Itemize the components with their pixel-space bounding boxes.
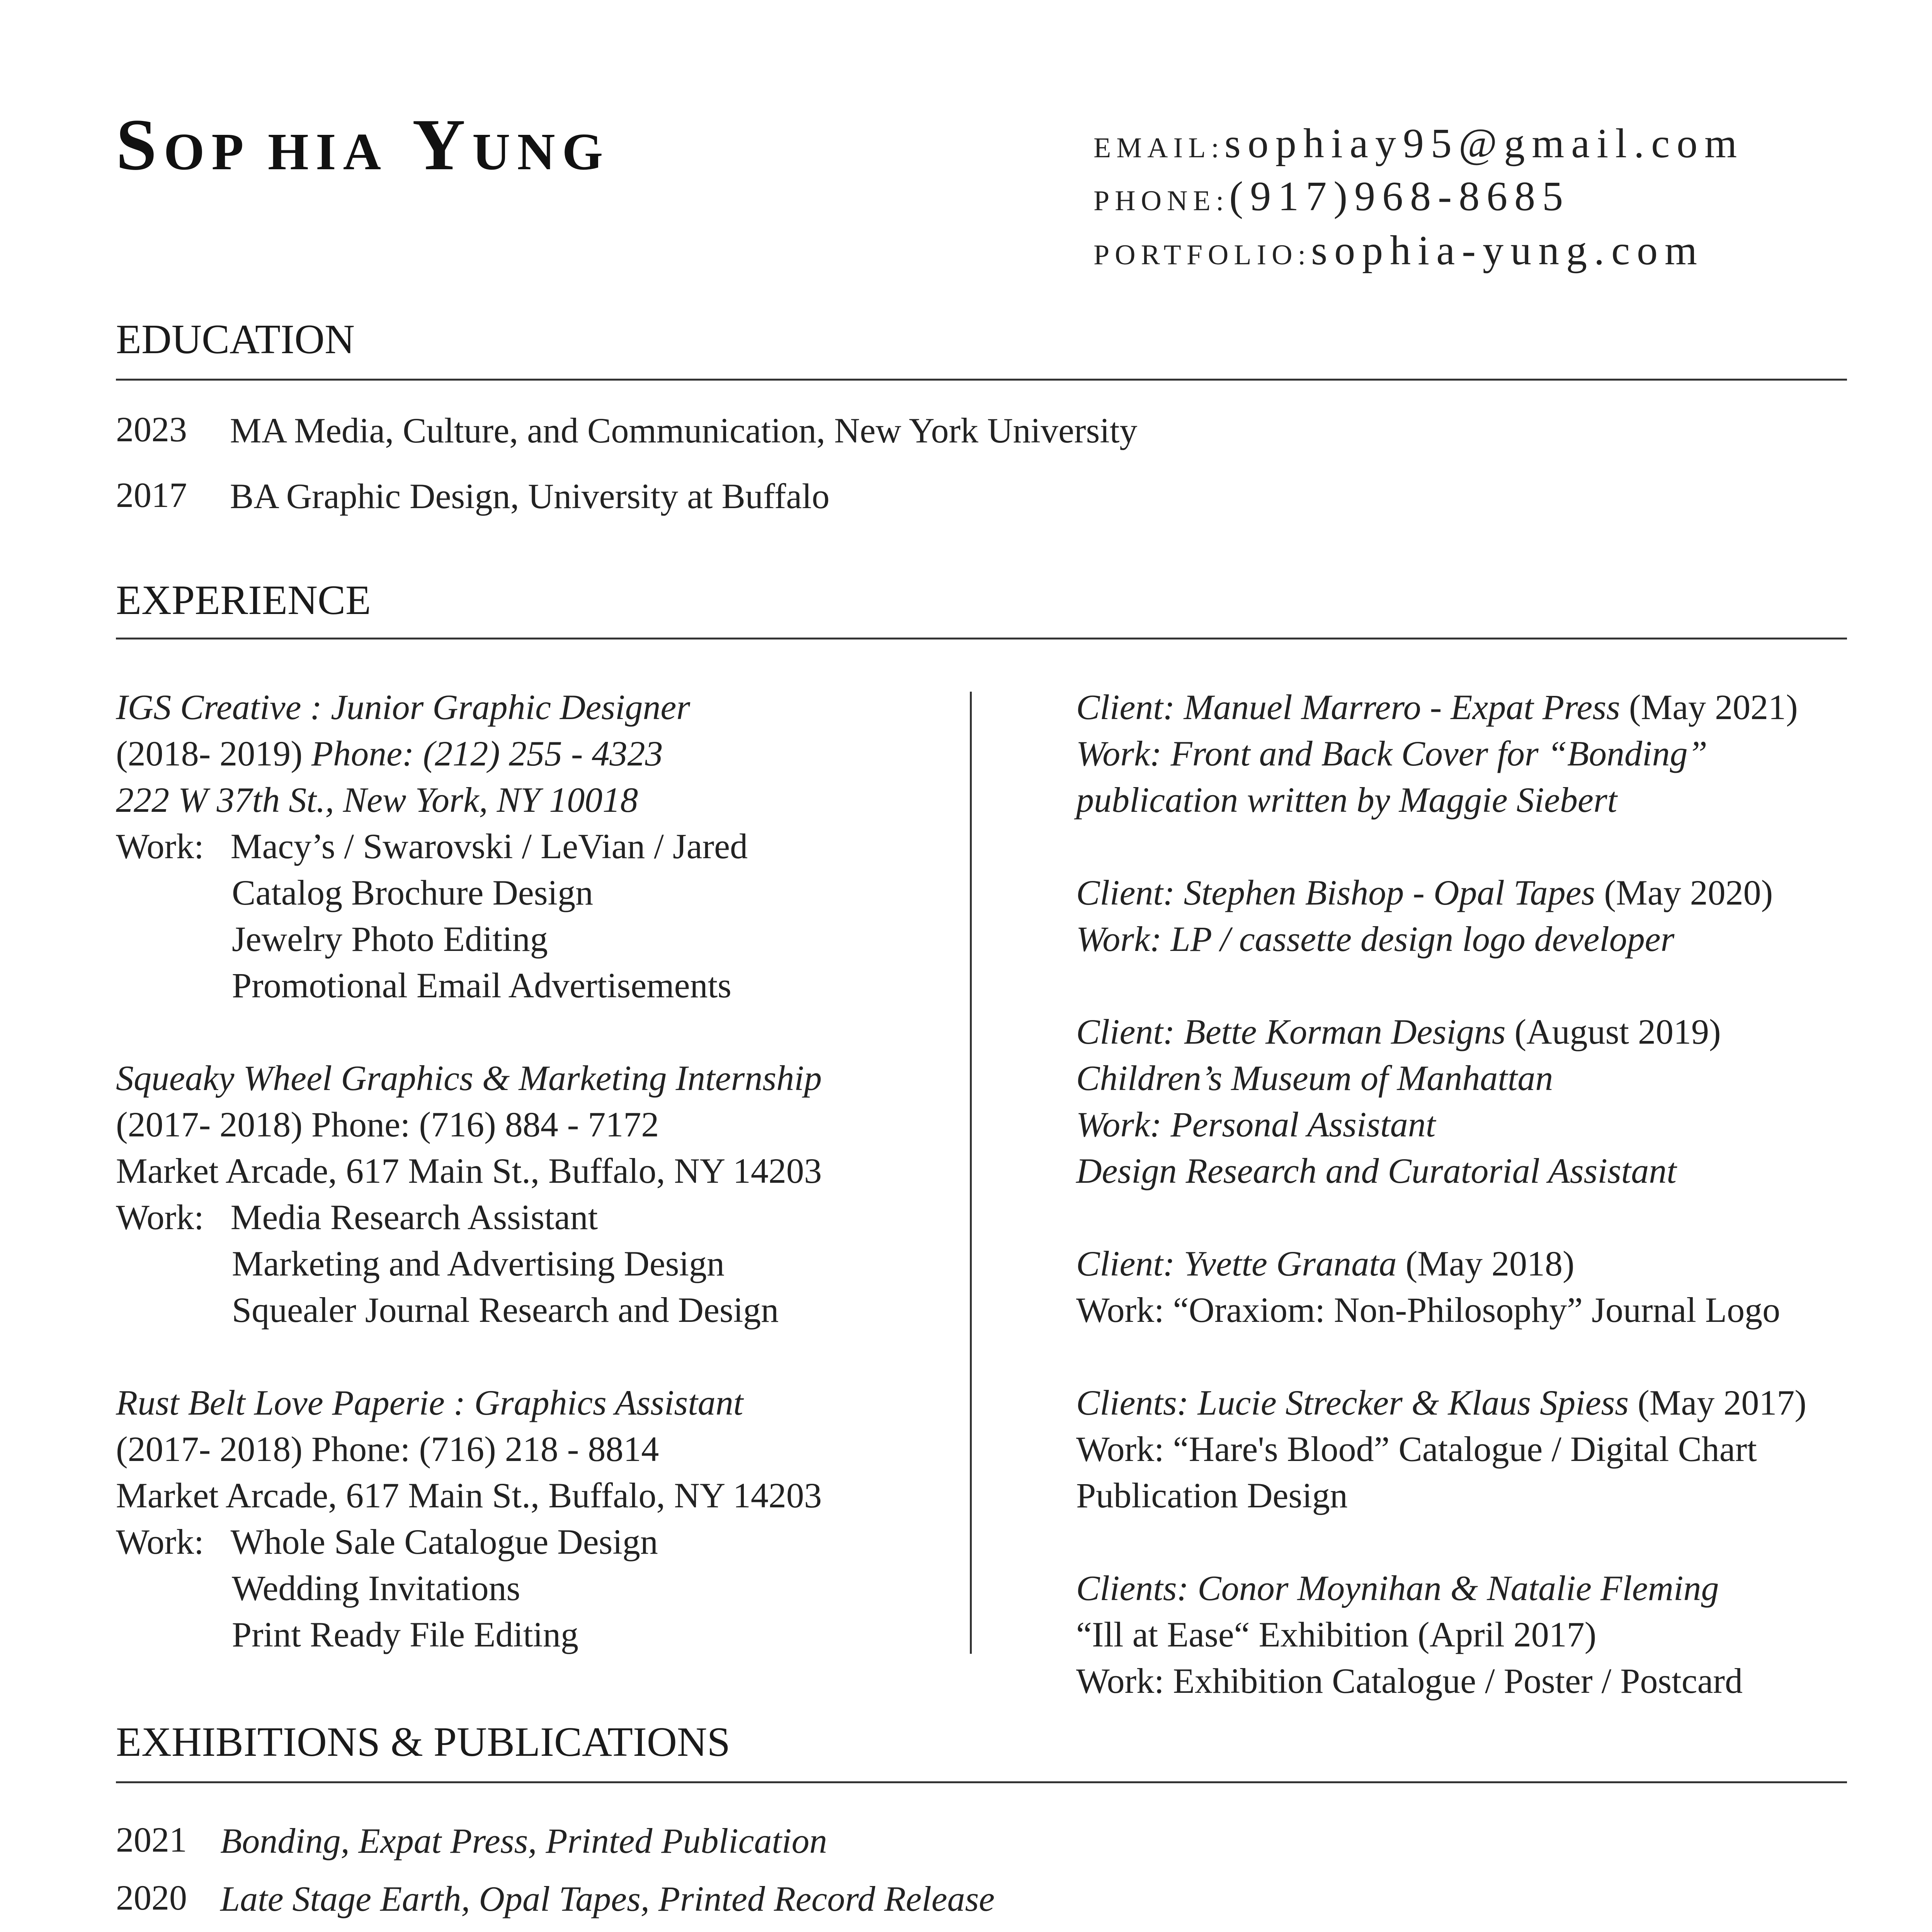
client-detail: Work: “Oraxiom: Non-Philosophy” Journal Logo — [1076, 1290, 1781, 1330]
job-work-item: Marketing and Advertising Design — [232, 1244, 725, 1283]
job-work-item: Squealer Journal Research and Design — [232, 1290, 779, 1330]
client-detail: Work: Personal Assistant — [1076, 1105, 1436, 1144]
experience-right-column — [1076, 684, 1806, 1704]
education-year: 2017 — [116, 475, 187, 515]
job-work: Work: Media Research Assistant — [116, 1197, 598, 1237]
experience-divider — [116, 638, 1847, 639]
education-divider — [116, 379, 1847, 381]
client-line: Client: Manuel Marrero - Expat Press (May 2021) — [1076, 687, 1798, 727]
client-detail: Work: “Hare's Blood” Catalogue / Digital Chart — [1076, 1429, 1757, 1469]
job-work-item: Catalog Brochure Design — [232, 873, 594, 912]
exhibition-entry: Late Stage Earth, Opal Tapes, Printed Record Release — [220, 1879, 995, 1918]
job-contact: (2017- 2018) Phone: (716) 884 - 7172 — [116, 1105, 659, 1144]
column-divider — [970, 692, 972, 1654]
client-detail: Design Research and Curatorial Assistant — [1076, 1151, 1677, 1190]
education-heading: EDUCATION — [116, 316, 355, 362]
client-detail: Publication Design — [1076, 1476, 1348, 1515]
contact-portfolio[interactable]: PORTFOLIO:sophia-yung.com — [1094, 228, 1704, 274]
exhibition-entry: Bonding, Expat Press, Printed Publication — [220, 1821, 827, 1861]
education-year: 2023 — [116, 410, 187, 449]
exhibitions-heading: EXHIBITIONS & PUBLICATIONS — [116, 1719, 730, 1765]
client-line: Client: Bette Korman Designs (August 2019) — [1076, 1012, 1721, 1051]
client-detail: “Ill at Ease“ Exhibition (April 2017) — [1076, 1615, 1597, 1654]
job-work-item: Promotional Email Advertisements — [232, 966, 731, 1005]
client-detail: Children’s Museum of Manhattan — [1076, 1058, 1553, 1098]
job-address: 222 W 37th St., New York, NY 10018 — [116, 780, 638, 820]
job-title: IGS Creative : Junior Graphic Designer — [116, 687, 690, 727]
experience-heading: EXPERIENCE — [116, 577, 371, 623]
job-contact: (2018- 2019) Phone: (212) 255 - 4323 — [116, 734, 663, 773]
contact-email[interactable]: EMAIL:sophiay95@gmail.com — [1094, 121, 1744, 167]
exhibition-year: 2021 — [116, 1820, 187, 1859]
job-address: Market Arcade, 617 Main St., Buffalo, NY 14203 — [116, 1476, 822, 1515]
client-detail: Work: Front and Back Cover for “Bonding” — [1076, 734, 1708, 773]
client-detail: publication written by Maggie Siebert — [1076, 780, 1617, 820]
client-line: Client: Yvette Granata (May 2018) — [1076, 1244, 1575, 1283]
job-work: Work: Macy’s / Swarovski / LeVian / Jared — [116, 827, 748, 866]
job-contact: (2017- 2018) Phone: (716) 218 - 8814 — [116, 1429, 659, 1469]
name-last-rest: UNG — [472, 123, 610, 181]
job-work: Work: Whole Sale Catalogue Design — [116, 1522, 658, 1561]
job-work-item: Jewelry Photo Editing — [232, 919, 548, 959]
job-work-item: Print Ready File Editing — [232, 1615, 578, 1654]
client-line: Clients: Conor Moynihan & Natalie Fleming — [1076, 1568, 1719, 1608]
contact-phone[interactable]: PHONE:(917)968-8685 — [1094, 173, 1570, 219]
job-title: Rust Belt Love Paperie : Graphics Assistant — [116, 1383, 743, 1422]
job-address: Market Arcade, 617 Main St., Buffalo, NY 14203 — [116, 1151, 822, 1190]
client-detail: Work: Exhibition Catalogue / Poster / Postcard — [1076, 1661, 1743, 1701]
job-title: Squeaky Wheel Graphics & Marketing Internship — [116, 1058, 822, 1098]
education-degree: MA Media, Culture, and Communication, New York University — [230, 411, 1138, 450]
resume-name: SOP HIA YUNG — [116, 104, 610, 185]
client-line: Client: Stephen Bishop - Opal Tapes (May 2020) — [1076, 873, 1773, 912]
experience-left-column — [116, 684, 822, 1658]
exhibitions-divider — [116, 1781, 1847, 1783]
client-line: Clients: Lucie Strecker & Klaus Spiess (May 2017) — [1076, 1383, 1807, 1422]
exhibition-year: 2020 — [116, 1878, 187, 1917]
name-first-rest: OP HIA — [163, 123, 388, 181]
education-degree: BA Graphic Design, University at Buffalo — [230, 476, 830, 516]
client-detail: Work: LP / cassette design logo developer — [1076, 919, 1675, 959]
job-work-item: Wedding Invitations — [232, 1568, 520, 1608]
